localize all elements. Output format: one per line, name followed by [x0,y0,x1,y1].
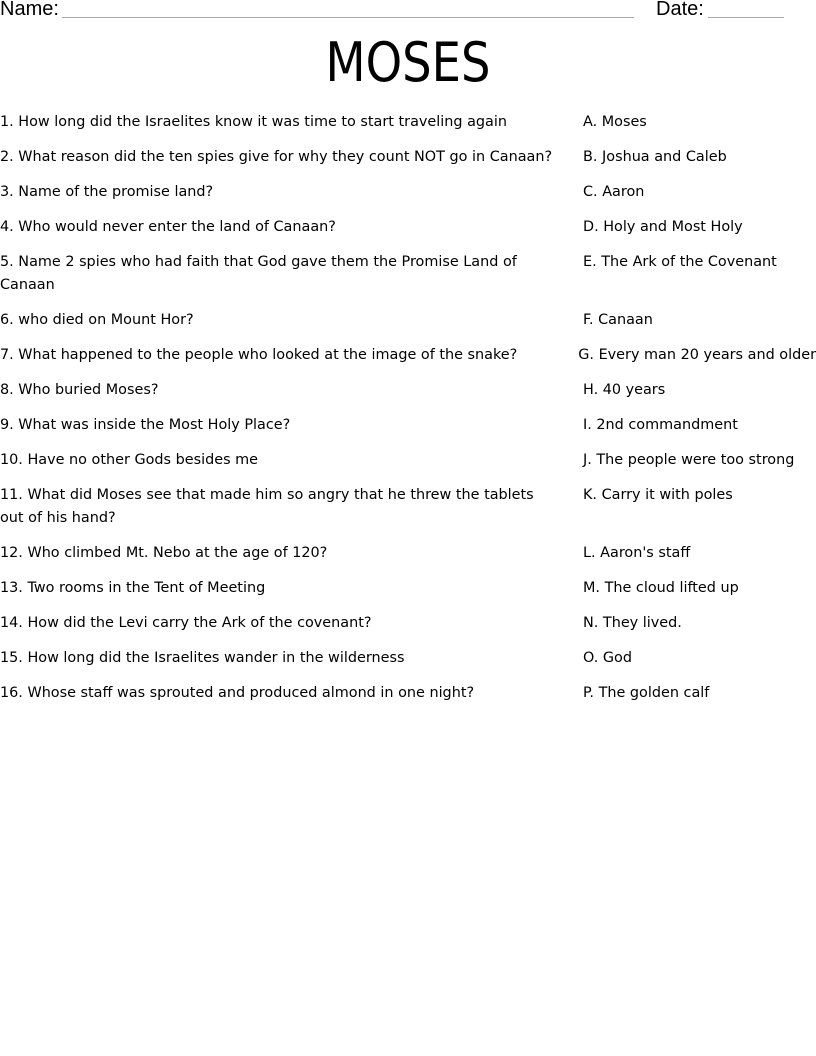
answer-option: C. Aaron [583,184,645,200]
clue-text: 15. How long did the Israelites wander in the wilderness [0,650,405,666]
clue-text: 3. Name of the promise land? [0,184,214,200]
matching-row [0,216,816,239]
matching-row [0,647,816,670]
answer-option: E. The Ark of the Covenant [583,254,777,270]
answer-option: O. God [583,650,632,666]
clue-text: 14. How did the Levi carry the Ark of the covenant? [0,615,372,631]
clue-text: 13. Two rooms in the Tent of Meeting [0,580,266,596]
matching-row [0,484,816,530]
answer-option: I. 2nd commandment [583,417,738,433]
worksheet-header [0,0,816,24]
matching-row [0,414,816,437]
clue-text: 11. What did Moses see that made him so angry that he threw the tablets out of his hand? [0,487,534,526]
clue-text: 16. Whose staff was sprouted and produced almond in one night? [0,685,475,701]
date-field[interactable] [708,17,784,18]
clue-text: 2. What reason did the ten spies give for why they count NOT go in Canaan? [0,149,553,165]
page-title: MOSES [325,31,491,94]
matching-list [0,111,816,717]
answer-option: B. Joshua and Caleb [583,149,727,165]
date-label: Date: [656,0,704,20]
answer-option: G. Every man 20 years and older [578,347,816,363]
matching-row [0,251,816,297]
answer-option: D. Holy and Most Holy [583,219,743,235]
answer-option: P. The golden calf [583,685,710,701]
name-field[interactable] [62,17,634,18]
matching-row [0,146,816,169]
matching-row [0,449,816,472]
matching-row [0,379,816,402]
clue-text: 12. Who climbed Mt. Nebo at the age of 120? [0,545,328,561]
matching-row [0,682,816,705]
clue-text: 7. What happened to the people who looked at the image of the snake? [0,347,518,363]
matching-row [0,111,816,134]
clue-text: 4. Who would never enter the land of Canaan? [0,219,336,235]
clue-text: 1. How long did the Israelites know it was time to start traveling again [0,114,507,130]
matching-row [0,577,816,600]
clue-text: 6. who died on Mount Hor? [0,312,194,328]
matching-row [0,542,816,565]
answer-option: L. Aaron's staff [583,545,691,561]
matching-row [0,612,816,635]
clue-text: 5. Name 2 spies who had faith that God gave them the Promise Land of Canaan [0,254,517,293]
answer-option: H. 40 years [583,382,666,398]
name-label: Name: [0,0,59,20]
answer-option: J. The people were too strong [583,452,795,468]
matching-row [0,344,816,367]
matching-row [0,309,816,332]
answer-option: A. Moses [583,114,647,130]
matching-row [0,181,816,204]
answer-option: N. They lived. [583,615,682,631]
answer-option: K. Carry it with poles [583,487,733,503]
clue-text: 9. What was inside the Most Holy Place? [0,417,291,433]
clue-text: 8. Who buried Moses? [0,382,159,398]
answer-option: M. The cloud lifted up [583,580,739,596]
answer-option: F. Canaan [583,312,653,328]
clue-text: 10. Have no other Gods besides me [0,452,259,468]
